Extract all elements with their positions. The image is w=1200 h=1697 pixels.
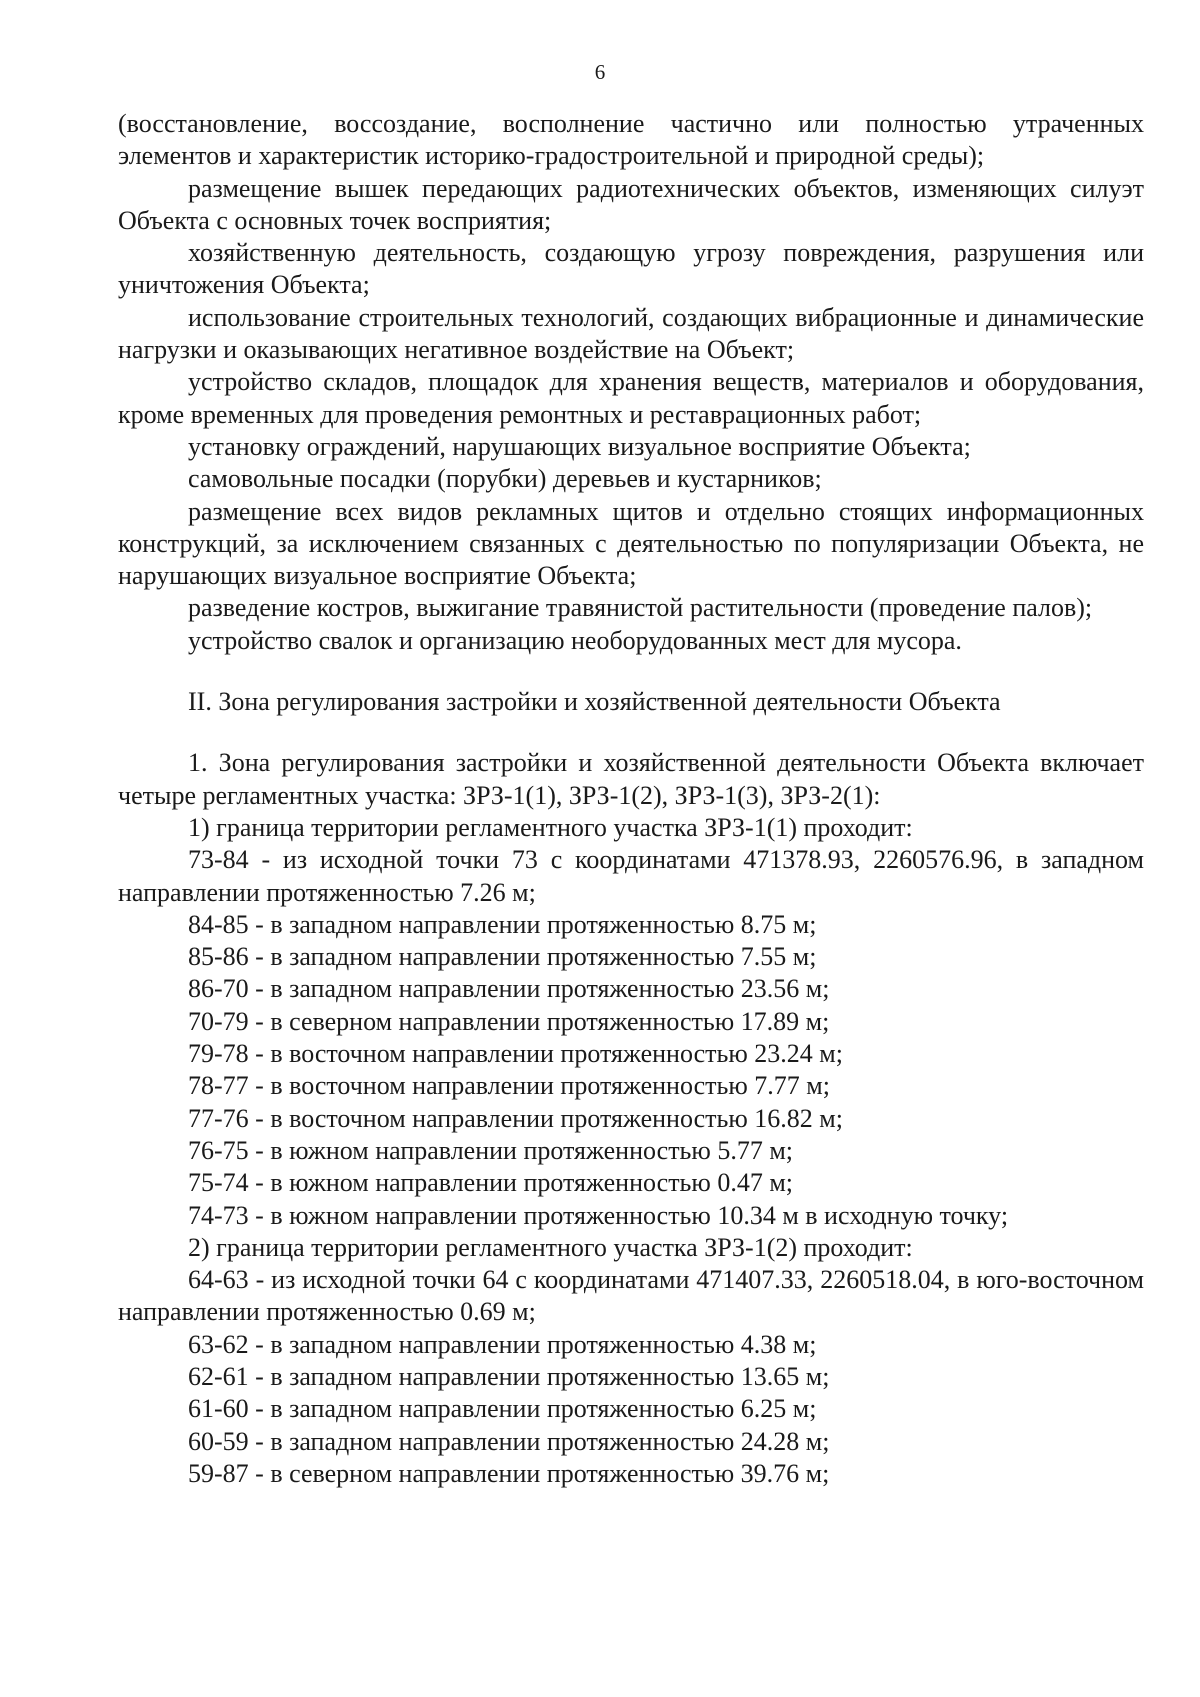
- paragraph: разведение костров, выжигание травянистой растительности (проведение палов);: [188, 593, 1093, 623]
- boundary-segment: 74-73 - в южном направлении протяженностью 10.34 м в исходную точку;: [188, 1200, 1009, 1230]
- zone-boundary-1: [118, 812, 1144, 1232]
- zone-boundary-2: [118, 1232, 1144, 1490]
- boundary-segment: 77-76 - в восточном направлении протяженностью 16.82 м;: [188, 1103, 843, 1133]
- restrictions-list: [118, 108, 1144, 657]
- boundary-segment: 63-62 - в западном направлении протяженностью 4.38 м;: [188, 1329, 817, 1359]
- boundary-segment: 64-63 - из исходной точки 64 с координатами 471407.33, 2260518.04, в юго-восточном направлении протяженностью 0.69 м;: [118, 1265, 1144, 1327]
- boundary-segment: 73-84 - из исходной точки 73 с координатами 471378.93, 2260576.96, в западном направлении протяженностью 7.26 м;: [118, 845, 1144, 907]
- boundary-segment: 86-70 - в западном направлении протяженностью 23.56 м;: [188, 974, 830, 1004]
- boundary-segment: 70-79 - в северном направлении протяженностью 17.89 м;: [188, 1006, 830, 1036]
- boundary-segment: 79-78 - в восточном направлении протяженностью 23.24 м;: [188, 1039, 843, 1069]
- paragraph: размещение вышек передающих радиотехнических объектов, изменяющих силуэт Объекта с основных точек восприятия;: [118, 173, 1144, 235]
- section-intro: 1. Зона регулирования застройки и хозяйственной деятельности Объекта включает четыре регламентных участка: ЗРЗ-1(1), ЗРЗ-1(2), ЗРЗ-1(3), ЗРЗ-2(1):: [118, 748, 1144, 810]
- zone-heading: 1) граница территории регламентного участка ЗРЗ-1(1) проходит:: [188, 812, 913, 842]
- section-heading: II. Зона регулирования застройки и хозяйственной деятельности Объекта: [188, 687, 1001, 717]
- paragraph: использование строительных технологий, создающих вибрационные и динамические нагрузки и оказывающих негативное воздействие на Объект;: [118, 302, 1144, 365]
- paragraph: размещение всех видов рекламных щитов и отдельно стоящих информационных конструкций, за исключением связанных с деятельностью по популяризации Объекта, не нарушающих визуальное восприятие Объекта;: [118, 496, 1144, 591]
- document-body: [118, 108, 1144, 1490]
- paragraph: устройство складов, площадок для хранения веществ, материалов и оборудования, кроме временных для проведения ремонтных и реставрационных работ;: [118, 367, 1144, 429]
- boundary-segment: 76-75 - в южном направлении протяженностью 5.77 м;: [188, 1135, 794, 1165]
- boundary-segment: 59-87 - в северном направлении протяженностью 39.76 м;: [188, 1458, 830, 1488]
- paragraph: (восстановление, воссоздание, восполнение частично или полностью утраченных элементов и характеристик историко-градостроительной и природной среды);: [118, 109, 1144, 171]
- paragraph: устройство свалок и организацию необорудованных мест для мусора.: [188, 625, 962, 655]
- boundary-segment: 85-86 - в западном направлении протяженностью 7.55 м;: [188, 942, 817, 972]
- boundary-segment: 62-61 - в западном направлении протяженностью 13.65 м;: [188, 1361, 830, 1391]
- boundary-segment: 78-77 - в восточном направлении протяженностью 7.77 м;: [188, 1071, 830, 1101]
- page-number: 6: [594, 60, 606, 84]
- boundary-segment: 61-60 - в западном направлении протяженностью 6.25 м;: [188, 1394, 817, 1424]
- paragraph: самовольные посадки (порубки) деревьев и кустарников;: [188, 464, 822, 494]
- boundary-segment: 60-59 - в западном направлении протяженностью 24.28 м;: [188, 1426, 830, 1456]
- paragraph: хозяйственную деятельность, создающую угрозу повреждения, разрушения или уничтожения Объекта;: [118, 238, 1144, 300]
- paragraph: установку ограждений, нарушающих визуальное восприятие Объекта;: [188, 431, 971, 461]
- boundary-segment: 84-85 - в западном направлении протяженностью 8.75 м;: [188, 909, 817, 939]
- boundary-segment: 75-74 - в южном направлении протяженностью 0.47 м;: [188, 1168, 794, 1198]
- zone-heading: 2) граница территории регламентного участка ЗРЗ-1(2) проходит:: [188, 1232, 913, 1262]
